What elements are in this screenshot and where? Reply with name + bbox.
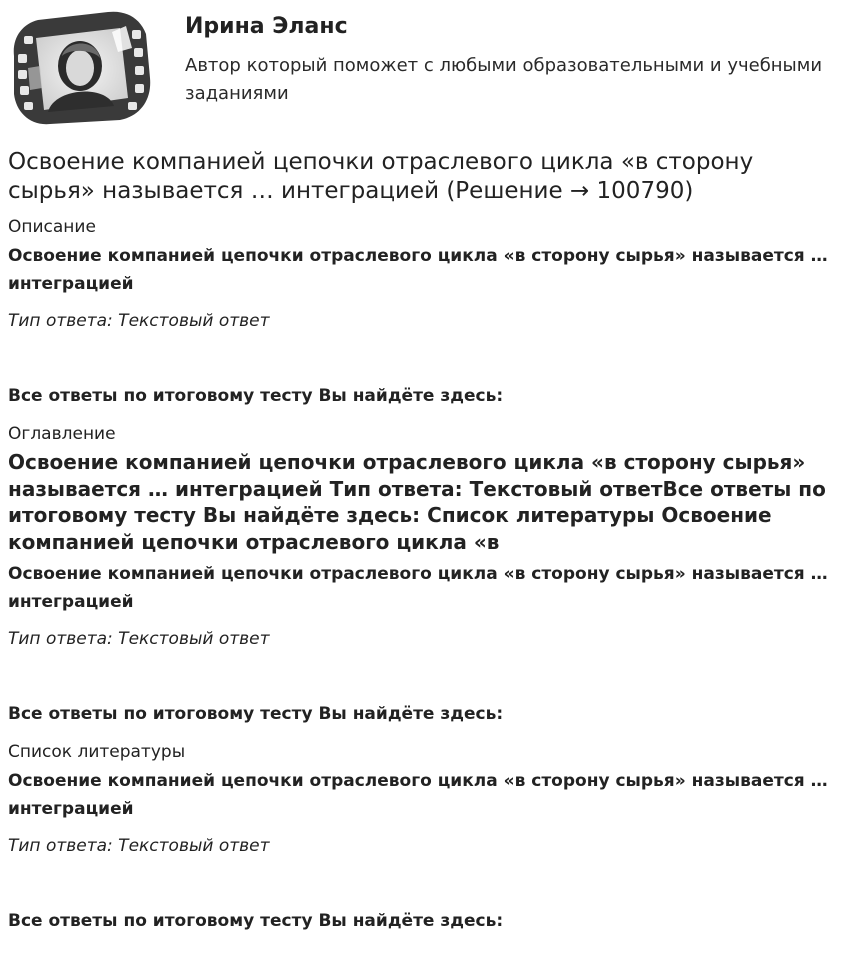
author-name: Ирина Эланс <box>185 14 348 39</box>
description-section <box>8 216 843 407</box>
page-title: Освоение компанией цепочки отраслевого цикла «в сторону сырья» называется … интеграцией (Решение → 100790) <box>8 149 754 204</box>
section-label-toc: Оглавление <box>8 424 116 444</box>
question-text: Освоение компанией цепочки отраслевого цикла «в сторону сырья» называется … интеграцией <box>8 246 828 294</box>
author-description: Автор который поможет с любыми образовательными и учебными заданиями <box>185 55 823 104</box>
literature-section <box>8 741 843 932</box>
film-strip-portrait-icon <box>8 8 152 126</box>
question-text: Освоение компанией цепочки отраслевого цикла «в сторону сырья» называется … интеграцией <box>8 564 828 612</box>
all-answers-link-text: Все ответы по итоговому тесту Вы найдёте здесь: <box>8 386 504 406</box>
answer-type: Тип ответа: Текстовый ответ <box>8 836 270 856</box>
main-content <box>8 148 843 932</box>
toc-text: Освоение компанией цепочки отраслевого цикла «в сторону сырья» называется … интеграцией Тип ответа: Текстовый ответВсе ответы по итоговому тесту Вы найдёте здесь: Список литературы Освоение компанией цепочки отраслевого цикла «в <box>8 450 826 554</box>
answer-type: Тип ответа: Текстовый ответ <box>8 629 270 649</box>
section-label-literature: Список литературы <box>8 742 186 762</box>
question-text: Освоение компанией цепочки отраслевого цикла «в сторону сырья» называется … интеграцией <box>8 771 828 819</box>
section-label-description: Описание <box>8 217 96 237</box>
toc-details <box>8 560 843 725</box>
all-answers-link-text: Все ответы по итоговому тесту Вы найдёте здесь: <box>8 704 504 724</box>
avatar <box>8 8 152 126</box>
all-answers-link-text: Все ответы по итоговому тесту Вы найдёте здесь: <box>8 911 504 931</box>
toc-section <box>8 423 843 725</box>
answer-type: Тип ответа: Текстовый ответ <box>8 311 270 331</box>
author-card <box>0 0 847 140</box>
